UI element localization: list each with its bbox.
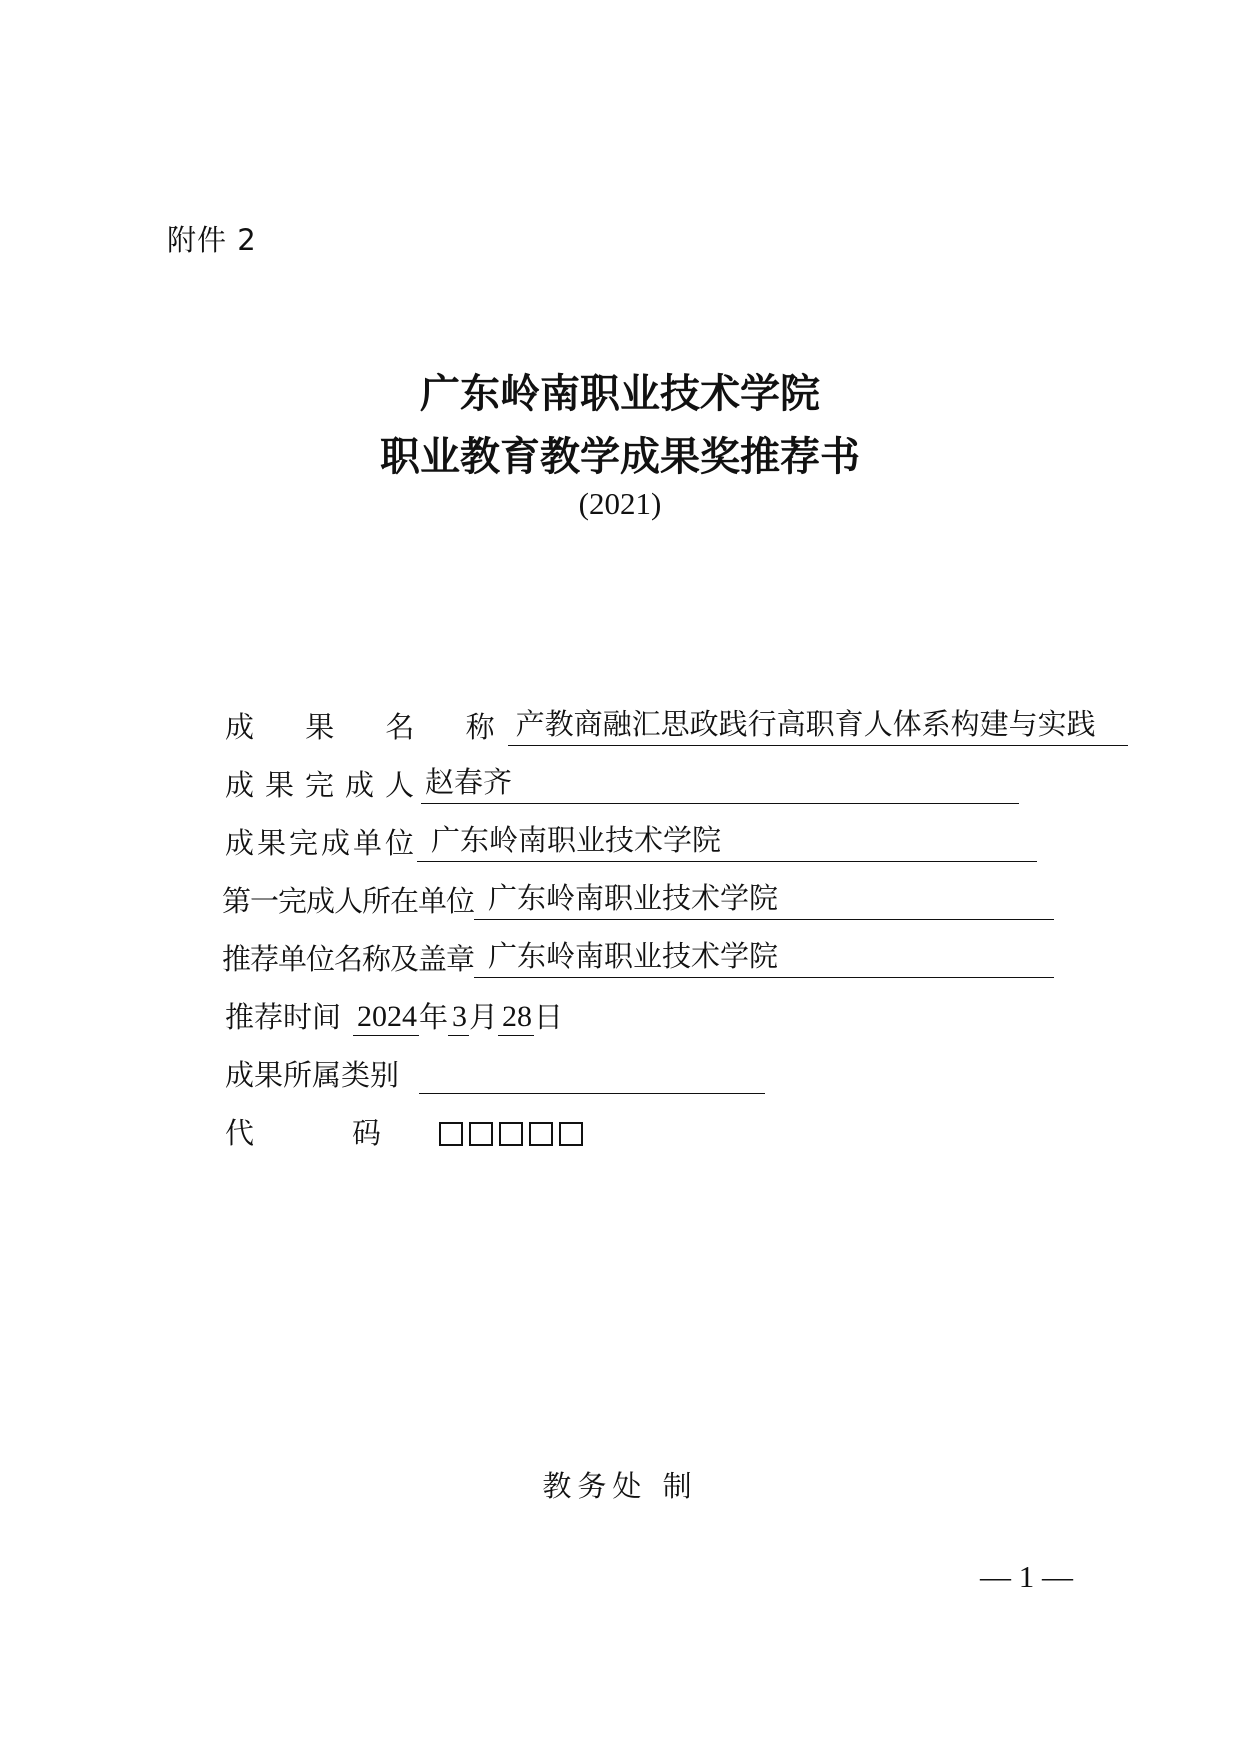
first-completer-unit-field bbox=[474, 882, 1054, 920]
first-completer-unit-row bbox=[222, 880, 1054, 920]
recommend-month-unit: 月 bbox=[469, 1000, 499, 1034]
completer-row bbox=[225, 764, 1019, 804]
page-number: — 1 — bbox=[980, 1559, 1073, 1594]
category-label: 成果所属类别 bbox=[225, 1058, 400, 1092]
category-field bbox=[419, 1056, 765, 1094]
completer-field bbox=[421, 766, 1019, 804]
first-completer-unit-value: 广东岭南职业技术学院 bbox=[488, 881, 779, 915]
completer-value: 赵春齐 bbox=[425, 765, 513, 799]
achievement-name-row bbox=[225, 706, 1128, 746]
code-box bbox=[529, 1122, 553, 1146]
recommend-month-value: 3 bbox=[448, 1000, 469, 1036]
recommend-date-label: 推荐时间 bbox=[225, 1000, 342, 1034]
completing-unit-row bbox=[225, 822, 1037, 862]
code-box bbox=[439, 1122, 463, 1146]
completing-unit-value: 广东岭南职业技术学院 bbox=[431, 823, 722, 857]
issuer: 教务处 制 bbox=[542, 1469, 698, 1503]
recommend-year-unit: 年 bbox=[419, 1000, 449, 1034]
code-box bbox=[469, 1122, 493, 1146]
recommend-date-row bbox=[225, 996, 563, 1036]
document-year: (2021) bbox=[578, 486, 662, 521]
code-label-right: 码 bbox=[352, 1116, 382, 1150]
code-label-left: 代 bbox=[225, 1116, 255, 1150]
code-box bbox=[559, 1122, 583, 1146]
recommending-unit-row bbox=[222, 938, 1054, 978]
first-completer-unit-label: 第一完成人所在单位 bbox=[222, 884, 475, 918]
code-boxes bbox=[439, 1122, 583, 1152]
attachment-label: 附件 2 bbox=[167, 223, 257, 257]
recommend-day-unit: 日 bbox=[534, 1000, 564, 1034]
institution-title: 广东岭南职业技术学院 bbox=[420, 370, 820, 417]
category-row bbox=[225, 1054, 765, 1094]
recommend-year-value: 2024 bbox=[353, 1000, 419, 1036]
achievement-name-value: 产教商融汇思政践行高职育人体系构建与实践 bbox=[515, 707, 1096, 741]
completing-unit-field bbox=[417, 824, 1037, 862]
recommending-unit-value: 广东岭南职业技术学院 bbox=[488, 939, 779, 973]
document-title: 职业教育教学成果奖推荐书 bbox=[380, 433, 860, 480]
recommend-day-value: 28 bbox=[498, 1000, 534, 1036]
recommending-unit-label: 推荐单位名称及盖章 bbox=[222, 942, 475, 976]
recommending-unit-field bbox=[474, 940, 1054, 978]
code-box bbox=[499, 1122, 523, 1146]
code-row bbox=[225, 1112, 583, 1152]
completer-label: 成果完成人 bbox=[225, 768, 426, 802]
completing-unit-label: 成果完成单位 bbox=[225, 826, 418, 860]
achievement-name-field bbox=[508, 708, 1128, 746]
achievement-name-label: 成 果 名 称 bbox=[225, 710, 516, 744]
